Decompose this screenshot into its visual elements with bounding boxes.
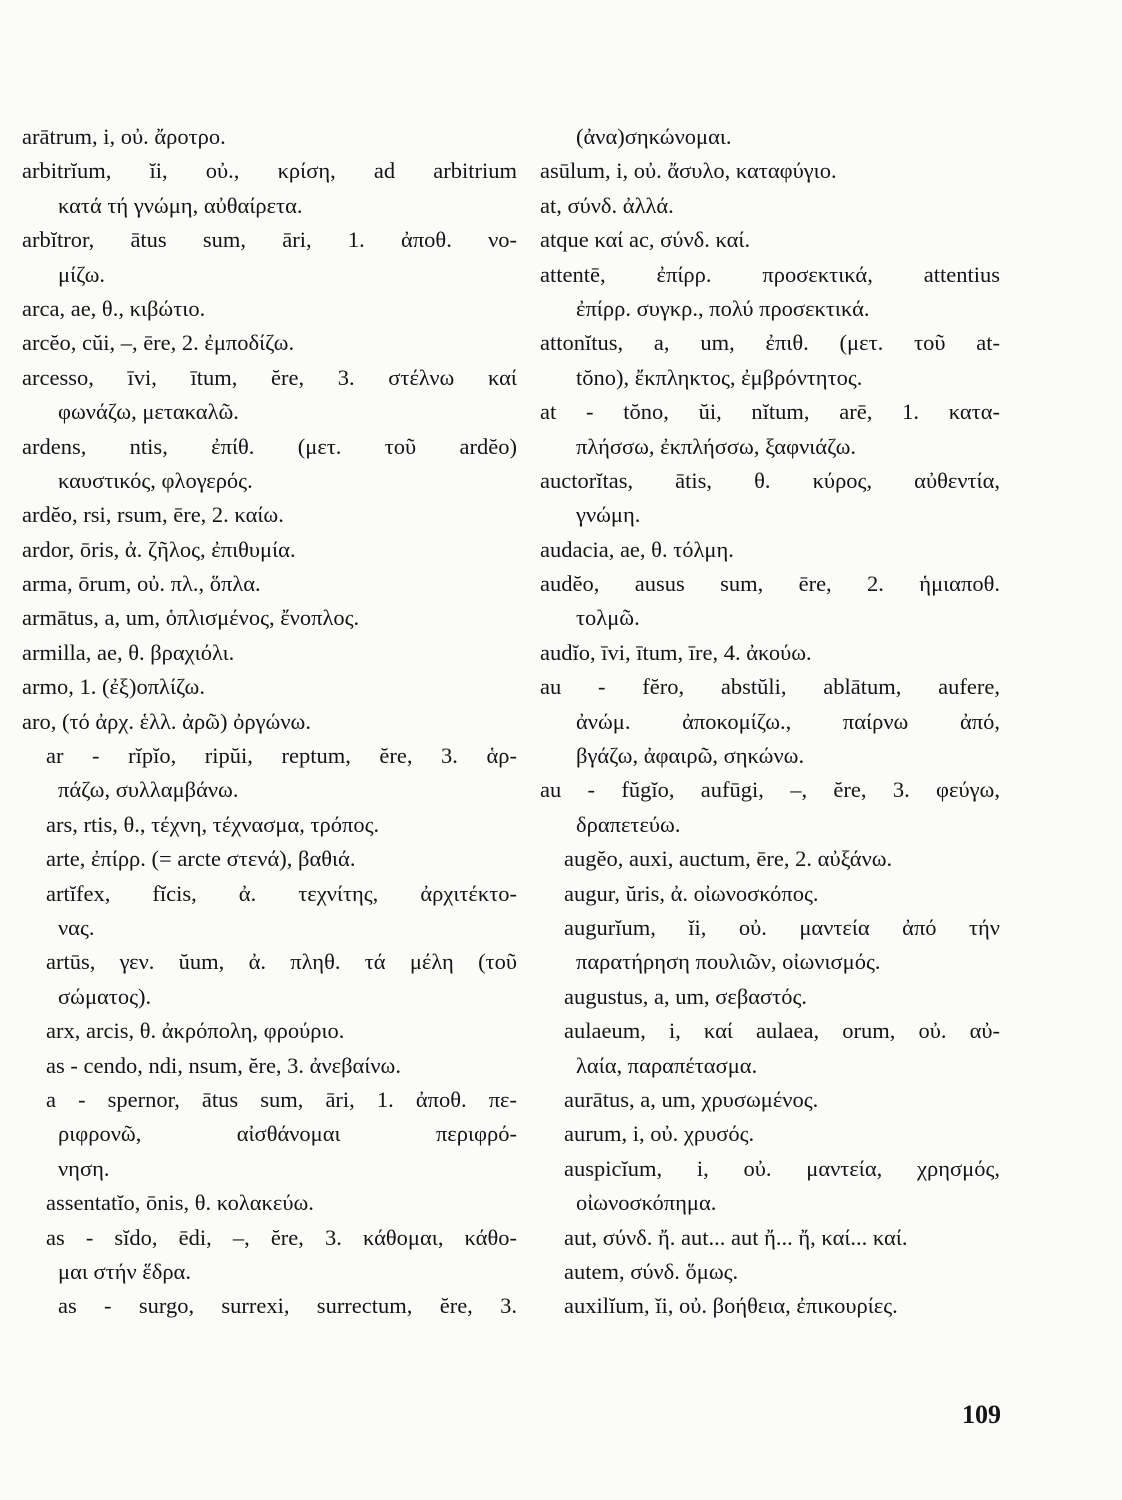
entry-line: τολμῶ. bbox=[576, 605, 640, 631]
entry-line: arbĭtror, ātus sum, āri, 1. ἀποθ. νο- bbox=[22, 227, 517, 253]
entry-line: πλήσσω, ἐκπλήσσω, ξαφνιάζω. bbox=[576, 433, 857, 459]
entry-line: asūlum, i, οὐ. ἄσυλο, καταφύγιο. bbox=[540, 158, 837, 184]
entry-line: audĭo, īvi, ītum, īre, 4. ἀκούω. bbox=[540, 639, 812, 665]
entry-line: artĭfex, fĭcis, ἀ. τεχνίτης, ἀρχιτέκτο- bbox=[46, 880, 517, 906]
entry-line: autem, σύνδ. ὅμως. bbox=[564, 1258, 739, 1284]
entry-line: augurĭum, ĭi, οὐ. μαντεία ἀπό τήν bbox=[564, 914, 1000, 940]
entry-line: ardor, ōris, ἀ. ζῆλος, ἐπιθυμία. bbox=[22, 536, 296, 562]
entry-line: arma, ōrum, οὐ. πλ., ὅπλα. bbox=[22, 571, 261, 597]
entry-line: attentē, ἐπίρρ. προσεκτικά, attentius bbox=[540, 261, 1000, 287]
entry-line: ἀνώμ. ἀποκομίζω., παίρνω ἀπό, bbox=[576, 708, 1000, 734]
entry-line: a - spernor, ātus sum, āri, 1. ἀποθ. πε- bbox=[46, 1086, 517, 1112]
entry-line: παρατήρηση πουλιῶν, οἰωνισμός. bbox=[576, 949, 881, 975]
entry-line: λαία, παραπέτασμα. bbox=[576, 1052, 758, 1078]
entry-line: aro, (τό ἀρχ. ἑλλ. ἀρῶ) ὀργώνω. bbox=[22, 708, 311, 734]
entry-line: arbitrĭum, ĭi, οὐ., κρίση, ad arbitrium bbox=[22, 158, 517, 184]
entry-line: aurum, i, οὐ. χρυσός. bbox=[564, 1121, 755, 1147]
entry-line: augĕo, auxi, auctum, ēre, 2. αὐξάνω. bbox=[564, 846, 893, 872]
entry-line: ar - rĭpĭo, ripŭi, reptum, ĕre, 3. ἁρ- bbox=[46, 743, 517, 769]
entry-line: tŏno), ἔκπληκτος, ἐμβρόντητος. bbox=[576, 364, 863, 390]
entry-line: κατά τή γνώμη, αὐθαίρετα. bbox=[58, 192, 303, 218]
entry-line: as - sĭdo, ēdi, –, ĕre, 3. κάθομαι, κάθο- bbox=[46, 1224, 517, 1250]
entry-line: arcesso, īvi, ītum, ĕre, 3. στέλνω καί bbox=[22, 364, 517, 390]
entry-line: οἰωνοσκόπημα. bbox=[576, 1190, 717, 1216]
entry-line: augustus, a, um, σεβαστός. bbox=[564, 983, 808, 1009]
entry-line: armo, 1. (ἐξ)οπλίζω. bbox=[22, 674, 205, 700]
entry-line: armātus, a, um, ὁπλισμένος, ἔνοπλος. bbox=[22, 605, 360, 631]
entry-line: au - fŭgĭo, aufūgi, –, ĕre, 3. φεύγω, bbox=[540, 777, 1000, 803]
entry-line: aut, σύνδ. ἤ. aut... aut ἤ... ἤ, καί... καί. bbox=[564, 1224, 908, 1250]
entry-line: audĕo, ausus sum, ēre, 2. ἡμιαποθ. bbox=[540, 571, 1000, 597]
entry-line: artūs, γεν. ŭum, ἀ. πληθ. τά μέλη (τοῦ bbox=[46, 949, 517, 975]
page-number: 109 bbox=[962, 1400, 1001, 1429]
entry-line: aurātus, a, um, χρυσωμένος. bbox=[564, 1086, 819, 1112]
entry-line: σώματος). bbox=[58, 983, 152, 1009]
entry-line: auctorĭtas, ātis, θ. κύρος, αὐθεντία, bbox=[540, 467, 1000, 493]
entry-line: ἐπίρρ. συγκρ., πολύ προσεκτικά. bbox=[576, 295, 870, 321]
entry-line: γνώμη. bbox=[576, 502, 641, 528]
entry-line: as - surgo, surrexi, surrectum, ĕre, 3. bbox=[58, 1293, 517, 1319]
entry-line: δραπετεύω. bbox=[576, 811, 681, 837]
entry-line: aulaeum, i, καί aulaea, orum, οὐ. αὐ- bbox=[564, 1018, 1000, 1044]
entry-line: καυστικός, φλογερός. bbox=[58, 467, 253, 493]
entry-line: (ἀνα)σηκώνομαι. bbox=[576, 124, 732, 149]
entry-line: νας. bbox=[58, 914, 95, 940]
entry-line: ardens, ntis, ἐπίθ. (μετ. τοῦ ardĕo) bbox=[22, 433, 517, 459]
entry-line: arca, ae, θ., κιβώτιο. bbox=[22, 295, 206, 321]
left-column bbox=[22, 120, 517, 1324]
entry-line: νηση. bbox=[58, 1155, 110, 1181]
entry-line: arx, arcis, θ. ἀκρόπολη, φρούριο. bbox=[46, 1018, 345, 1044]
entry-line: φωνάζω, μετακαλῶ. bbox=[58, 399, 239, 425]
right-column bbox=[540, 120, 1000, 1324]
entry-line: augur, ŭris, ἀ. οἰωνοσκόπος. bbox=[564, 880, 819, 906]
entry-line: auspicĭum, i, οὐ. μαντεία, χρησμός, bbox=[564, 1155, 1000, 1181]
entry-line: μαι στήν ἕδρα. bbox=[58, 1258, 191, 1284]
entry-line: assentatĭo, ōnis, θ. κολακεύω. bbox=[46, 1190, 314, 1216]
entry-line: audacia, ae, θ. τόλμη. bbox=[540, 536, 734, 562]
entry-line: arcĕo, cŭi, –, ēre, 2. ἐμποδίζω. bbox=[22, 330, 295, 356]
entry-line: at, σύνδ. ἀλλά. bbox=[540, 192, 674, 218]
entry-line: atque καί ac, σύνδ. καί. bbox=[540, 227, 751, 253]
entry-line: auxilĭum, ĭi, οὐ. βοήθεια, ἐπικουρίες. bbox=[564, 1293, 898, 1319]
entry-line: πάζω, συλλαμβάνω. bbox=[58, 777, 239, 803]
entry-line: μίζω. bbox=[58, 261, 106, 287]
entry-line: attonĭtus, a, um, ἐπιθ. (μετ. τοῦ at- bbox=[540, 330, 1000, 356]
entry-line: ardĕo, rsi, rsum, ēre, 2. καίω. bbox=[22, 502, 284, 528]
entry-line: ars, rtis, θ., τέχνη, τέχνασμα, τρόπος. bbox=[46, 811, 380, 837]
entry-line: au - fĕro, abstŭli, ablātum, aufere, bbox=[540, 674, 1000, 700]
entry-line: arte, ἐπίρρ. (= arcte στενά), βαθιά. bbox=[46, 846, 356, 872]
entry-line: arātrum, i, οὐ. ἄροτρο. bbox=[22, 124, 226, 149]
entry-line: armilla, ae, θ. βραχιόλι. bbox=[22, 639, 235, 665]
entry-line: βγάζω, ἀφαιρῶ, σηκώνω. bbox=[576, 743, 805, 769]
entry-line: as - cendo, ndi, nsum, ĕre, 3. ἀνεβαίνω. bbox=[46, 1052, 401, 1078]
entry-line: ριφρονῶ, αἰσθάνομαι περιφρό- bbox=[58, 1121, 517, 1147]
entry-line: at - tŏno, ŭi, nĭtum, arē, 1. κατα- bbox=[540, 399, 1000, 425]
